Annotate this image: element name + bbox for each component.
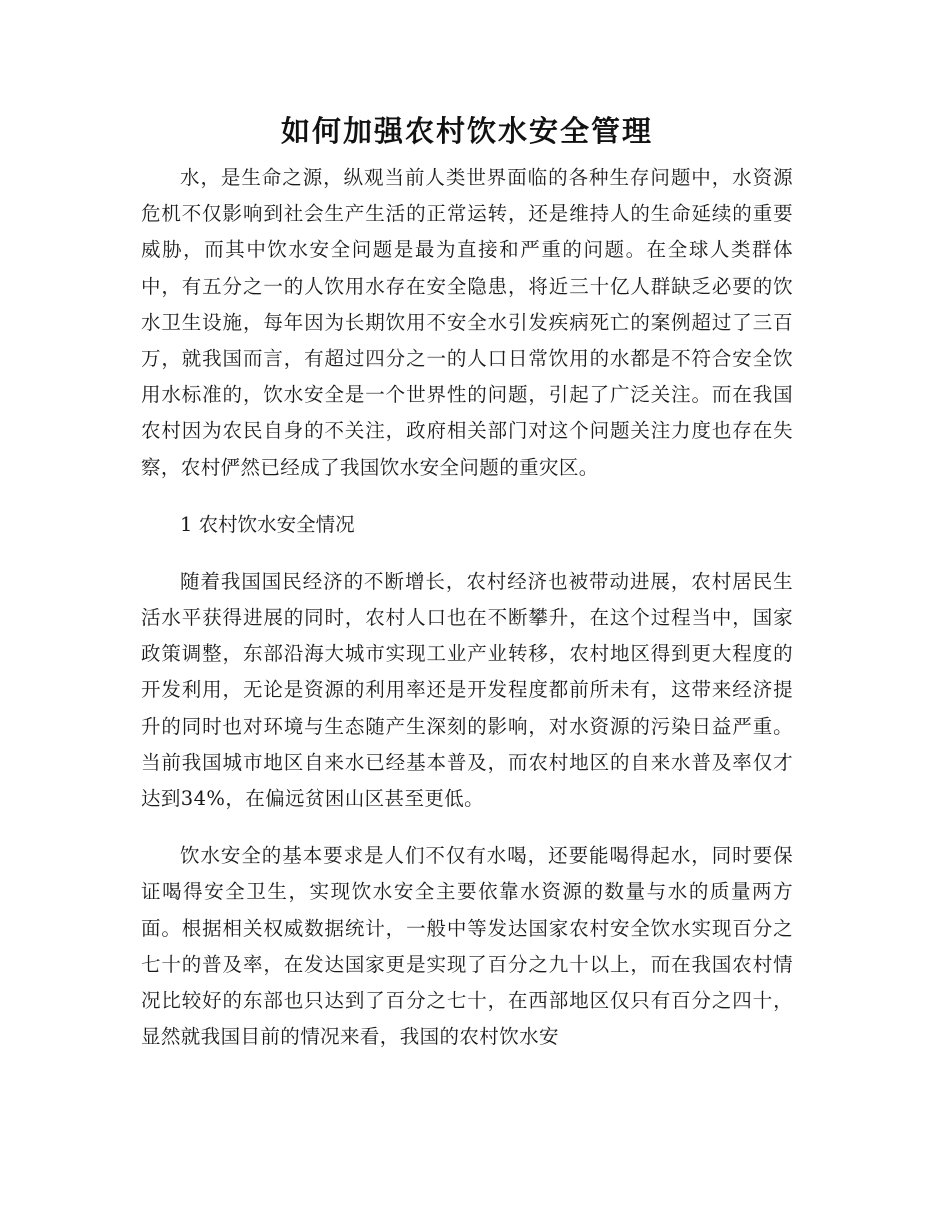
paragraph-intro: 水，是生命之源，纵观当前人类世界面临的各种生存问题中，水资源危机不仅影响到社会生产生活的正常运转，还是维持人的生命延续的重要威胁，而其中饮水安全问题是最为直接和严重的问题。在全球人类群体中，有五分之一的人饮用水存在安全隐患，将近三十亿人群缺乏必要的饮水卫生设施，每年因为长期饮用不安全水引发疾病死亡的案例超过了三百万，就我国而言，有超过四分之一的人口日常饮用的水都是不符合安全饮用水标准的，饮水安全是一个世界性的问题，引起了广泛关注。而在我国农村因为农民自身的不关注，政府相关部门对这个问题关注力度也存在失察，农村俨然已经成了我国饮水安全问题的重灾区。	[141, 166, 793, 479]
paragraph-situation: 随着我国国民经济的不断增长，农村经济也被带动进展，农村居民生活水平获得进展的同时，农村人口也在不断攀升，在这个过程当中，国家政策调整，东部沿海大城市实现工业产业转移，农村地区得到更大程度的开发利用，无论是资源的利用率还是开发程度都前所未有，这带来经济提升的同时也对环境与生态随产生深刻的影响，对水资源的污染日益严重。当前我国城市地区自来水已经基本普及，而农村地区的自来水普及率仅才达到34%，在偏远贫困山区甚至更低。	[141, 569, 793, 811]
section-heading: 1 农村饮水安全情况	[180, 512, 355, 536]
document-title: 如何加强农村饮水安全管理	[280, 114, 653, 148]
paragraph-requirements: 饮水安全的基本要求是人们不仅有水喝，还要能喝得起水，同时要保证喝得安全卫生，实现饮水安全主要依靠水资源的数量与水的质量两方面。根据相关权威数据统计，一般中等发达国家农村安全饮水实现百分之七十的普及率，在发达国家更是实现了百分之九十以上，而在我国农村情况比较好的东部也只达到了百分之七十，在西部地区仅只有百分之四十，显然就我国目前的情况来看，我国的农村饮水安	[141, 844, 793, 1049]
document-page	[141, 108, 793, 1076]
